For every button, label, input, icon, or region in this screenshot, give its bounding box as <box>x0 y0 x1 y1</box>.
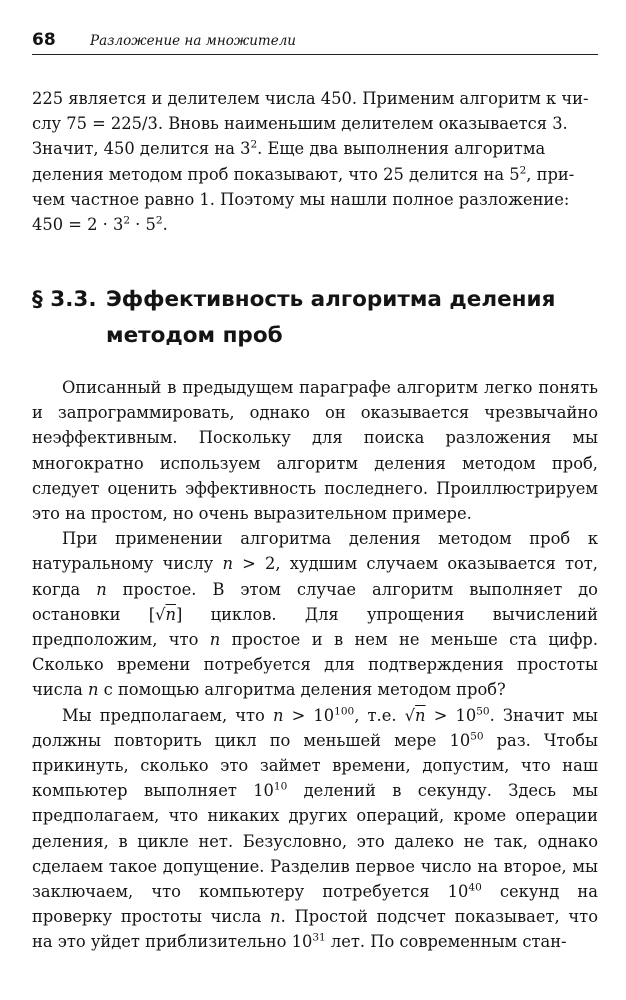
page-header <box>32 30 598 55</box>
section-title-line-2: методом проб <box>106 323 283 348</box>
section-heading <box>32 282 598 354</box>
sqrt-symbol: √ <box>155 604 166 624</box>
paragraph-1: 225 является и делителем числа 450. Применим алгоритм к чи- слу 75 = 225/3. Вновь наименьшим делителем оказывается 3. Значит, 450 делится на $3^2$. Еще два выполнения алгоритма деления методом проб показывают, что 25 делится на $5^2$, при- чем частное равно 1. Поэтому мы нашли полное разложение: $450 = 2 \cdot 3^2 \cdot 5^2$. <box>32 89 589 235</box>
section-number: § 3.3. <box>32 287 97 312</box>
paragraph-3: При применении алгоритма деления методом проб к натуральному числу n > 2, худшим случаем оказывается тот, когда n простое. В этом случае алгоритм выполняет до остановки [√n] циклов. Для упрощения вычислений предположим, что n простое и в нем не меньше ста цифр. Сколько времени потребуется для подтверждения простоты числа n с помощью алгоритма деления методом проб? <box>32 529 598 700</box>
running-title: Разложение на множители <box>90 33 296 49</box>
paragraph-2: Описанный в предыдущем параграфе алгоритм легко понять и запрограммировать, однако он оказывается чрезвычайно неэффективным. Поскольку для поиска разложения мы многократно используем алгоритм деления методом проб, следует оценить эффективность последнего. Проиллюстрируем это на простом, но очень выразительном примере. <box>32 378 598 524</box>
sqrt-symbol: √ <box>404 705 416 725</box>
page-number: 68 <box>32 30 56 50</box>
section-body <box>32 375 598 955</box>
section-title-line-1: Эффективность алгоритма деления <box>106 287 556 312</box>
paragraph-4: Мы предполагаем, что $n > 10^{100}$, т.е. $√n > 10^{50}$. Значит мы должны повторить цикл по меньшей мере $10^{50}$ раз. Чтобы прикинуть, сколько это займет времени, допустим, что наш компьютер выполняет $10^{10}$ делений в секунду. Здесь мы предполагаем, что никаких других операций, кроме операции деления, в цикле нет. Безусловно, это далеко не так, однако сделаем такое допущение. Разделив первое число на второе, мы заключаем, что компьютеру потребуется $10^{40}$ секунд на проверку простоты числа n. Простой подсчет показывает, что на это уйдет приблизительно $10^{31}$ лет. По современным стан- <box>32 705 598 952</box>
